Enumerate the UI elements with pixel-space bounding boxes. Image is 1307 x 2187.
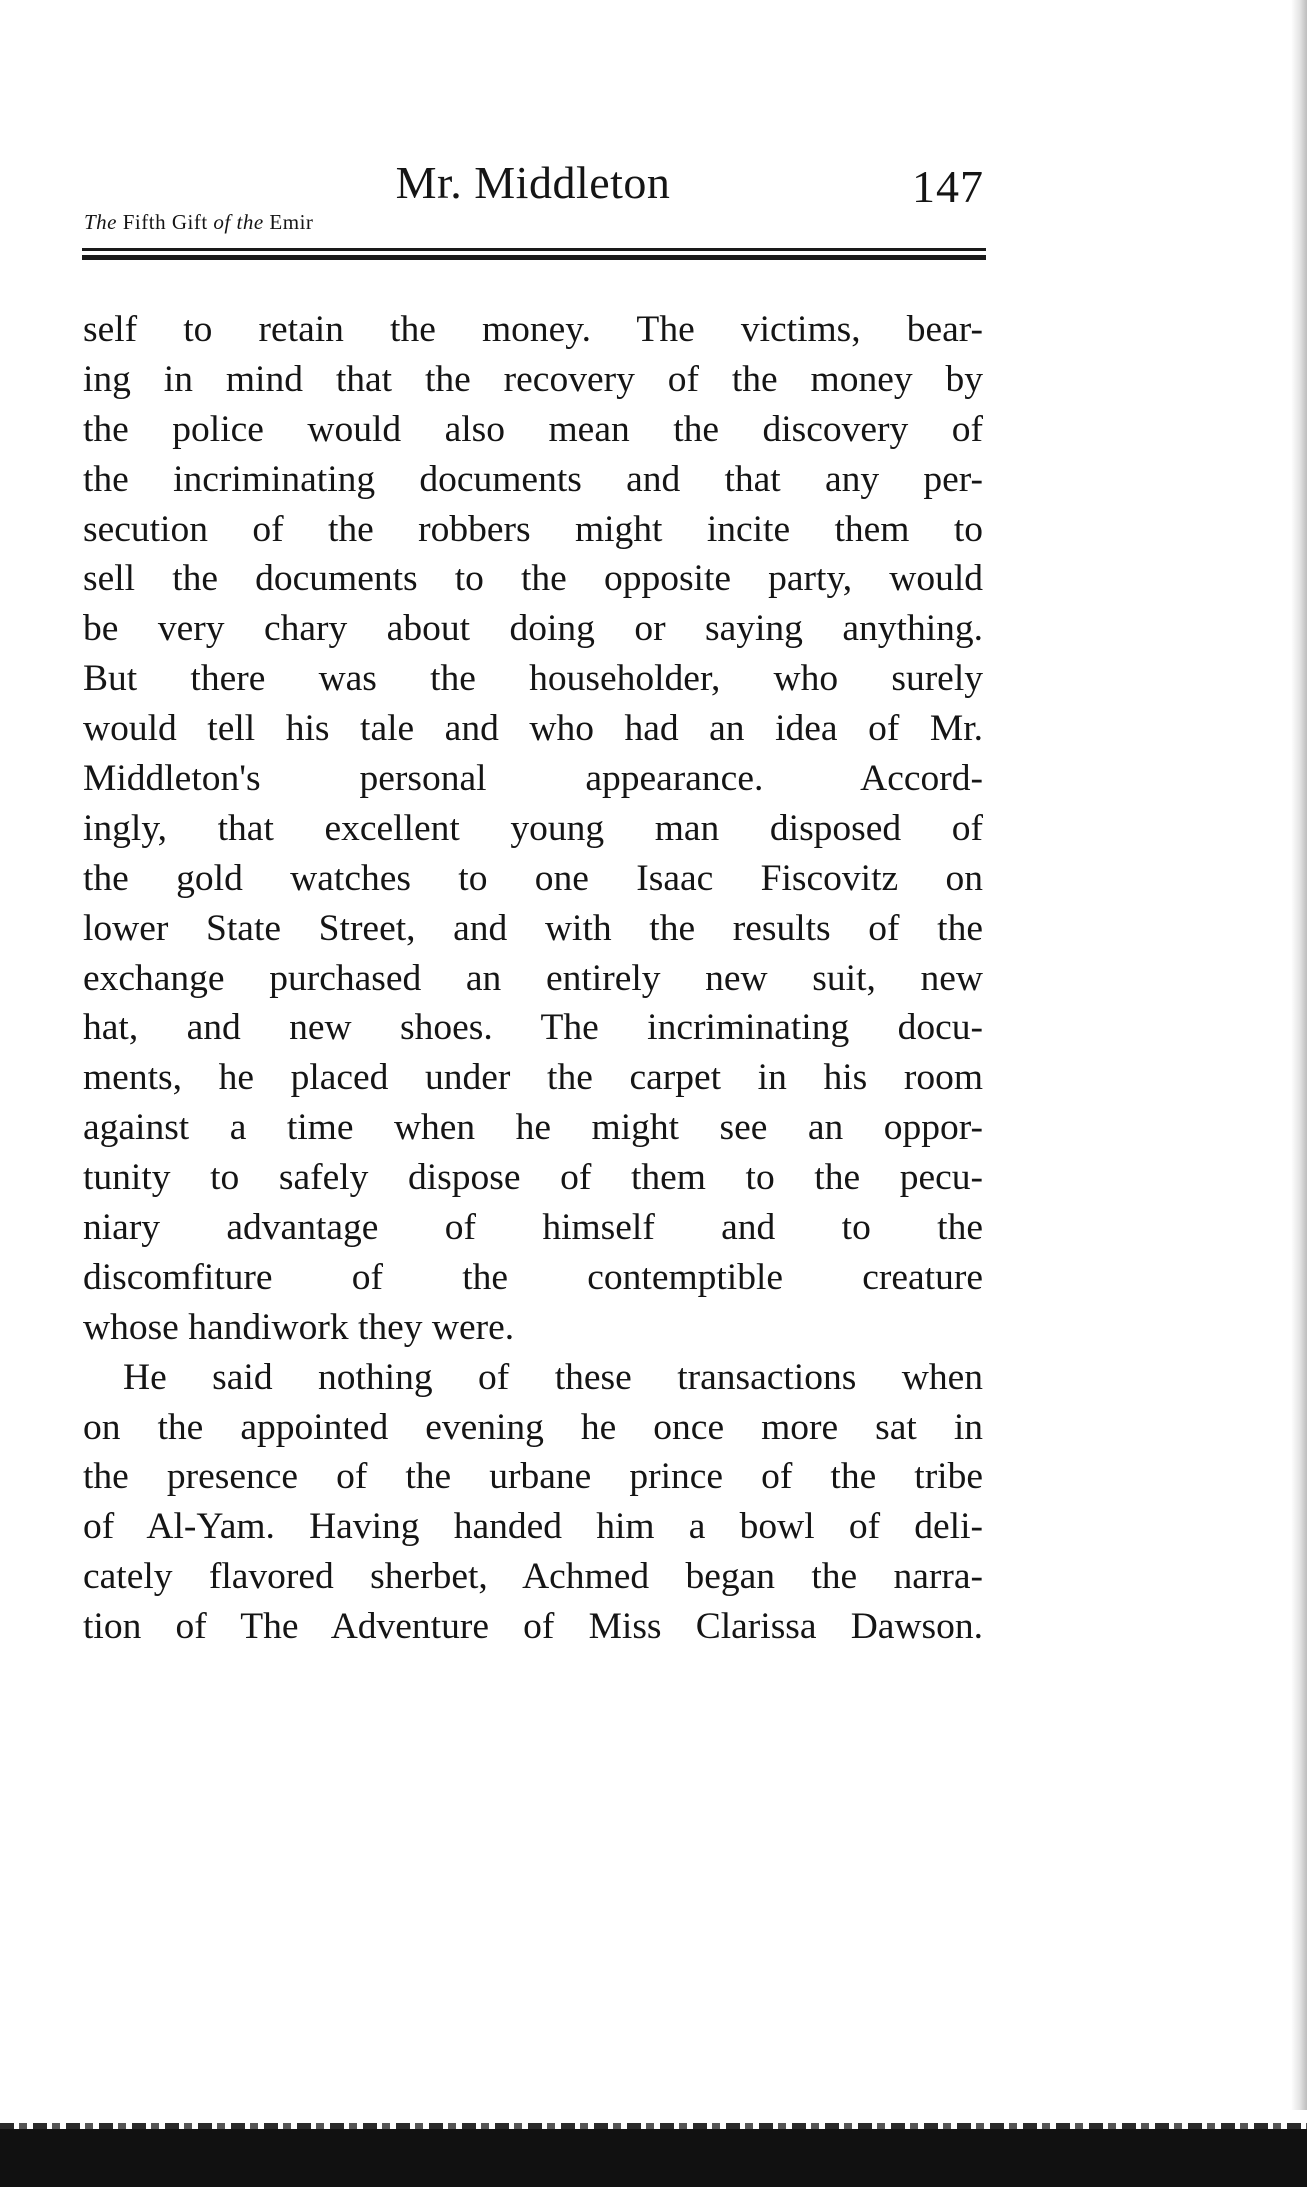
- page-number: 147: [912, 161, 984, 212]
- text-line: the gold watches to one Isaac Fiscovitz on: [83, 857, 983, 899]
- book-title-connector: of the: [213, 210, 264, 234]
- text-line: the presence of the urbane prince of the tribe: [83, 1456, 983, 1498]
- book-title-word: Fifth Gift: [122, 210, 208, 234]
- text-line: tion of The Adventure of Miss Clarissa Dawson.: [83, 1606, 983, 1648]
- text-line: self to retain the money. The victims, bear-: [83, 309, 983, 350]
- text-line: would tell his tale and who had an idea of Mr.: [83, 708, 983, 750]
- text-line: secution of the robbers might incite them to: [83, 508, 983, 550]
- text-line: But there was the householder, who surely: [83, 658, 983, 700]
- book-title: [84, 210, 313, 235]
- text-line: the incriminating documents and that any per-: [83, 458, 983, 500]
- running-head: [82, 150, 984, 250]
- text-line: on the appointed evening he once more sat in: [83, 1406, 983, 1448]
- paragraph-last-line: whose handiwork they were.: [83, 1306, 515, 1348]
- scan-bottom-border: [0, 2129, 1307, 2187]
- header-rule-thick: [82, 255, 986, 260]
- text-line: discomfiture of the contemptible creature: [83, 1256, 983, 1298]
- text-line: be very chary about doing or saying anything.: [83, 608, 983, 650]
- text-line: of Al-Yam. Having handed him a bowl of deli-: [83, 1506, 983, 1548]
- text-line: hat, and new shoes. The incriminating docu-: [83, 1007, 983, 1049]
- body-text: [83, 305, 983, 1652]
- text-line: tunity to safely dispose of them to the pecu-: [83, 1157, 983, 1199]
- page-edge-shadow: [1291, 0, 1307, 2110]
- text-line: cately flavored sherbet, Achmed began the narra-: [83, 1556, 983, 1598]
- text-line: Middleton's personal appearance. Accord-: [83, 758, 983, 800]
- text-line: sell the documents to the opposite party, would: [83, 558, 983, 600]
- text-line: lower State Street, and with the results of the: [83, 907, 983, 949]
- chapter-title: Mr. Middleton: [395, 157, 671, 208]
- text-line: against a time when he might see an oppor-: [83, 1107, 983, 1149]
- book-title-prefix: The: [84, 210, 117, 234]
- text-line: ingly, that excellent young man disposed of: [83, 807, 983, 849]
- paragraph-first-line: He said nothing of these transactions when: [123, 1356, 983, 1398]
- text-line: ments, he placed under the carpet in his room: [83, 1057, 983, 1099]
- book-title-word: Emir: [269, 210, 314, 234]
- text-line: exchange purchased an entirely new suit, new: [83, 957, 983, 999]
- text-line: the police would also mean the discovery of: [83, 408, 983, 450]
- header-rule-thin: [82, 248, 986, 251]
- text-line: ing in mind that the recovery of the money by: [83, 358, 983, 400]
- text-line: niary advantage of himself and to the: [83, 1207, 983, 1249]
